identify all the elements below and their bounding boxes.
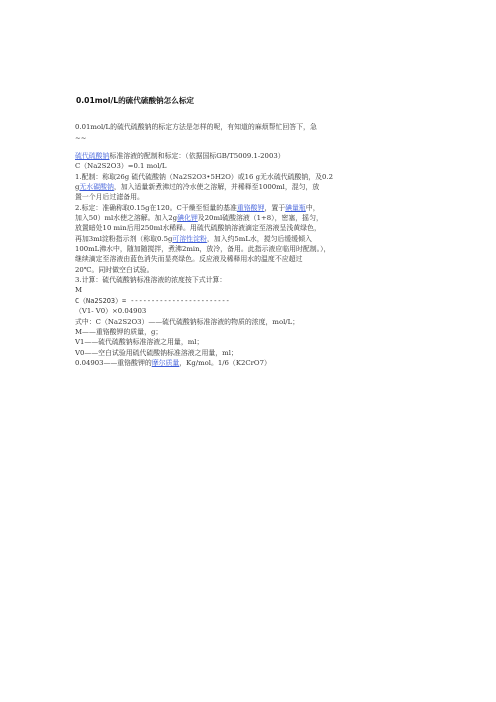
step2-line: 20℃。同时做空白试验。: [75, 265, 154, 274]
step2-line: 放置暗处10 min后用250ml水稀释。用硫代硫酸钠溶液滴定至溶液呈浅黄绿色，: [75, 224, 321, 233]
step2-text: 再加3ml淀粉指示剂（称取0.5g: [75, 234, 173, 243]
definition-line: V1——硫代硫酸钠标准溶液之用量，ml；: [75, 338, 204, 347]
step2-text: 2.标定：准确称取0.15g在120。C干燥至恒量的基准: [75, 203, 237, 212]
page-title: 0.01mol/L的硫代硫酸钠怎么标定: [76, 96, 195, 105]
definition-text: ，Kg/mol。1/6（K2CrO7）: [179, 358, 271, 367]
definition-line: V0——空白试验用硫代硫酸钠标准溶液之用量，ml；: [75, 348, 238, 357]
step2-text: ，加入约5mL水，搅匀后缓缓倾入: [206, 234, 312, 243]
definition-line: [75, 358, 431, 368]
question-text: [75, 122, 431, 143]
step2-text: 中，: [305, 203, 320, 212]
step2-line: [75, 203, 431, 213]
definition-line: 式中：C（Na2S2O3）——硫代硫酸钠标准溶液的物质的浓度，mol/L；: [75, 317, 300, 326]
step2-line: 继续滴定至溶液由蓝色消失而显亮绿色。反应液及稀释用水的温度不应超过: [75, 255, 303, 264]
step1-line: 1.配制：称取26g 硫代硫酸钠（Na2S2O3•5H2O）或16 g无水硫代硫酸钠，及0.2: [75, 172, 334, 181]
step2-line: [75, 234, 431, 244]
concentration-line: C（Na2S2O3）=0.1 mol/L: [75, 162, 167, 171]
question-line: 0.01mol/L的硫代硫酸钠的标定方法是怎样的呢，有知道的麻烦帮忙回答下，急: [75, 123, 317, 131]
step3-heading: 3.计算：硫代硫酸钠标准溶液的浓度按下式计算：: [75, 276, 227, 285]
link-potassium-iodide[interactable]: 碘化钾: [177, 214, 198, 223]
step2-line: [75, 213, 431, 223]
step2-text: 加入50）ml水使之溶解。加入2g: [75, 214, 178, 223]
link-sodium-thiosulfate[interactable]: 硫代硫酸钠: [75, 152, 110, 160]
formula-denominator: （V1- V0）×0.04903: [75, 307, 147, 316]
step1-line: [75, 182, 431, 192]
answer-intro: [75, 151, 431, 161]
step2-line: 100mL沸水中，随加随搅拌，煮沸2min，放冷，备用。此指示液应临用时配制。），: [75, 245, 331, 254]
definition-text: 0.04903——重铬酸钾的: [75, 358, 152, 367]
link-soluble-starch[interactable]: 可溶性淀粉: [172, 234, 207, 243]
answer-body: [75, 151, 431, 368]
definition-line: M——重铬酸钾的质量，g；: [75, 327, 163, 336]
step1-text: g: [75, 183, 80, 192]
step2-text: 及20ml硫酸溶液（1+8），密塞，摇匀，: [197, 214, 323, 223]
question-line: ~~: [75, 133, 87, 142]
formula-equation: C（Na2S2O3）= ------------------------: [75, 296, 230, 305]
link-sodium-carbonate[interactable]: 无水碳酸钠: [79, 183, 114, 192]
step2-text: ，置于: [264, 203, 286, 212]
link-potassium-dichromate[interactable]: 重铬酸钾: [236, 203, 265, 212]
link-molar-mass[interactable]: 摩尔质量: [151, 358, 180, 367]
link-iodine-flask[interactable]: 碘量瓶: [285, 203, 306, 212]
formula-numerator: M: [75, 286, 83, 295]
answer-intro-text: 标准溶液的配制和标定：（依据国标GB/T5009.1-2003）: [109, 152, 285, 160]
step1-line: 置一个月后过滤备用。: [75, 193, 144, 202]
step1-text: ，加入适量新煮沸过的冷水使之溶解，并稀释至1000ml，混匀，放: [113, 183, 320, 192]
